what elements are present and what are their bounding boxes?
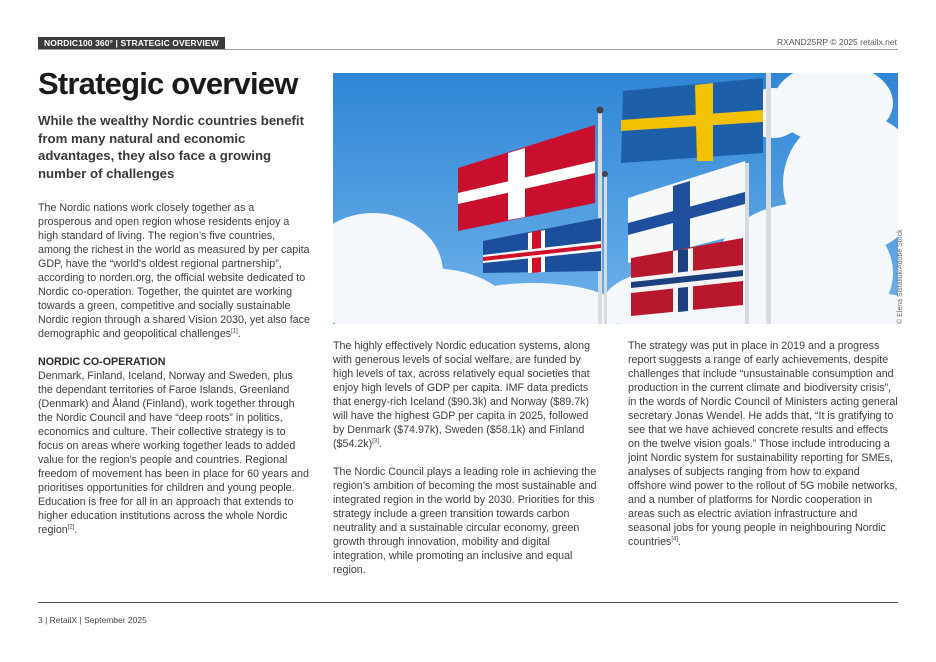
footnote-ref: [3] [372,438,379,445]
page-subtitle: While the wealthy Nordic countries benefit from many natural and economic advantages, they also face a growing number of challenges [38,113,304,181]
flags-illustration [333,73,898,324]
footnote-ref: [2] [67,524,75,531]
footnote-ref: [1] [231,328,238,335]
section-heading: NORDIC CO-OPERATION [38,356,166,368]
intro-paragraph: The Nordic nations work closely together as a prosperous and open region whose residents enjoy a high standard of living. The region’s five countries, among the richest in the world as measured by per capita GDP, have the “world’s oldest regional partnership”, according to norden.org, the official website dedicated to Nordic co-operation. Together, the quintet are working towards a green, competitive and socially sustainable Nordic region through a shared Vision 2030, yet also face demographic and geopolitical challenges[1]. [38,202,310,340]
flags-photo [333,73,898,324]
section-tag: NORDIC100 360° | STRATEGIC OVERVIEW [38,37,225,50]
text-column-2 [333,339,601,591]
report-code: RXAND25RP © 2025 retailx.net [777,37,897,47]
page-footer: 3 | RetailX | September 2025 [38,615,147,625]
cooperation-section: NORDIC CO-OPERATION Denmark, Finland, Iceland, Norway and Sweden, plus the dependant territories of Faroe Islands, Greenland (Denmark) and Åland (Finland), work together through the Nordic Council and have “deep roots” in politics, economics and culture. Their collective strategy is to focus on areas where working together leads to added value for the region’s people and countries. Regional freedom of movement has been in place for 60 years and prioritises opportunities for children and young people. Education is free for all in an approach that extends to higher education institutions across the whole Nordic region[2]. [38,356,309,536]
education-paragraph: The highly effectively Nordic education systems, along with generous levels of social welfare, are funded by high levels of tax, across relatively equal societies that enjoy high levels of GDP per capita. IMF data predicts that energy-rich Iceland ($90.3k) and Norway ($89.7k) will have the highest GDP per capita in 2025, followed by Denmark ($74.97k), Sweden ($58.1k) and Finland ($54.2k)[3]. [333,340,591,450]
strategy-paragraph: The strategy was put in place in 2019 and a progress report suggests a range of early achievements, despite challenges that include “unsustainable consumption and production in the current climate and biodiversity crisis”, in the words of Nordic Council of Ministers acting general secretary Jonas Wendel. He adds that, “It is gratifying to see that we have achieved concrete results and effects on the twelve vision goals.” Those include introducing a joint Nordic system for sustainability reporting for SMEs, analyses of subjects ranging from how to expand offshore wind power to the rollout of 5G mobile networks, and a number of platforms for Nordic cooperation in areas such as electric aviation infrastructure and seasonal jobs for young people in neighbouring Nordic countries[4]. [628,340,898,548]
photo-credit: © Elena Sistaliuk/Adobe Stock [897,229,904,324]
footnote-ref: [4] [671,536,679,543]
header-divider [38,49,898,50]
page-title: Strategic overview [38,66,298,101]
sweden-flag [621,78,763,163]
council-paragraph: The Nordic Council plays a leading role in achieving the region’s ambition of becoming the most sustainable and integrated region in the world by 2030. Priorities for this strategy include a green transition towards carbon neutrality and a sustainable circular economy, green growth through innovation, mobility and digital integration, while promoting an inclusive and equal region. [333,466,597,576]
text-column-3 [628,339,900,563]
text-column-1 [38,201,310,551]
footer-divider [38,602,898,603]
